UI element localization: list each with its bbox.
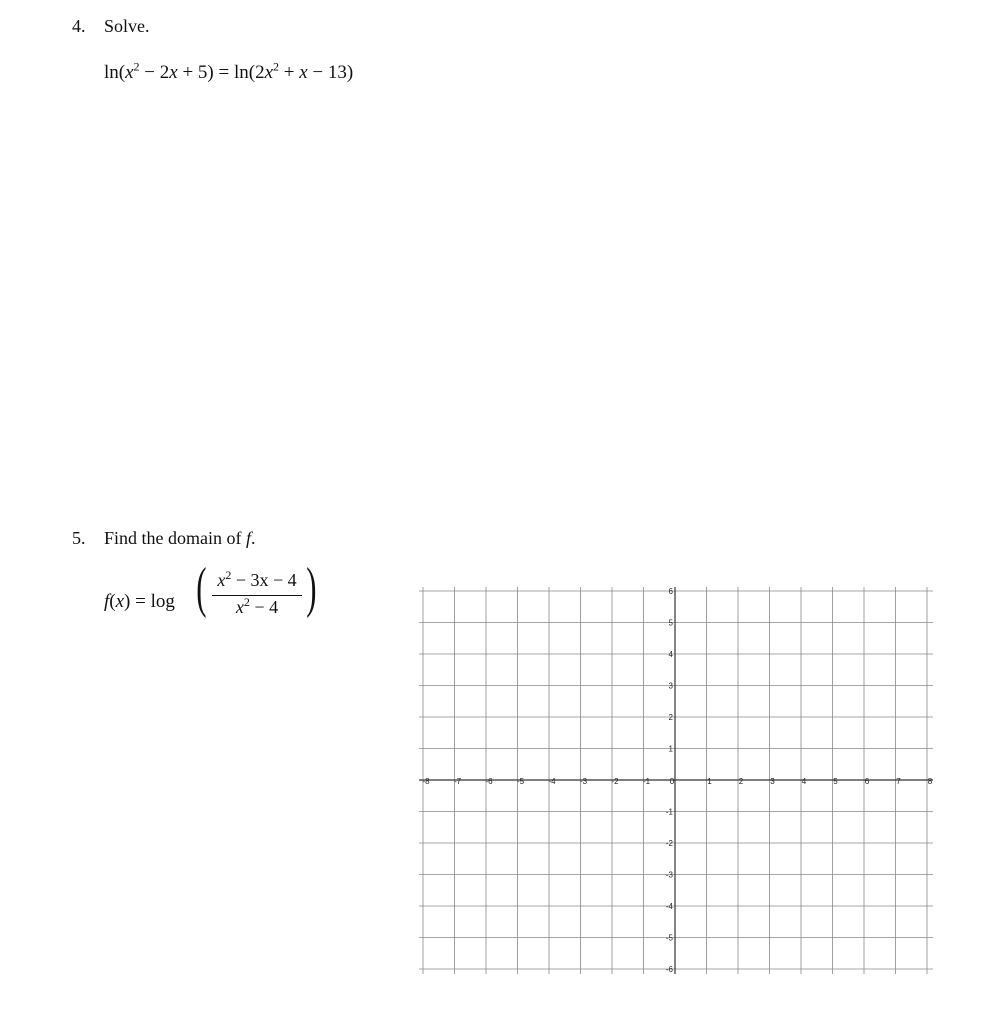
den-rest: − 4	[249, 597, 279, 617]
y-tick-label: -1	[665, 807, 673, 817]
y-tick-label: 3	[668, 681, 673, 691]
y-tick-label: 2	[668, 713, 673, 722]
x-tick-label: -2	[611, 777, 619, 786]
q4-eq-part: ln(	[104, 62, 126, 83]
x-tick-label: -5	[516, 777, 525, 786]
q5-fx-part: (	[109, 591, 116, 612]
q4-eq-var: x	[169, 62, 178, 83]
x-tick-label: 4	[801, 777, 807, 786]
num-rest: − 3x − 4	[231, 570, 297, 590]
q5-fx-x: x	[115, 591, 125, 612]
x-tick-label: 8	[927, 777, 933, 786]
den-var: x	[235, 597, 244, 617]
x-tick-label: 2	[738, 777, 744, 786]
y-tick-label: 5	[668, 618, 673, 628]
num-exp: 2	[225, 568, 232, 582]
x-tick-label: 1	[707, 777, 712, 786]
x-tick-label: -7	[453, 777, 462, 786]
q4-eq-part: + 5) = ln(2	[177, 62, 265, 83]
x-tick-label: 6	[864, 777, 870, 786]
q4-eq-exp: 2	[133, 59, 140, 74]
x-tick-label: 3	[770, 777, 775, 786]
q5-function-lhs	[104, 591, 175, 613]
q5-fx-f: f	[104, 591, 110, 612]
q4-eq-part: − 2	[139, 62, 170, 83]
q4-eq-part: − 13)	[307, 62, 354, 83]
q4-eq-var: x	[264, 62, 274, 83]
q5-prompt-text: Find the domain of	[104, 528, 246, 548]
x-tick-label: 5	[833, 777, 838, 786]
q5-prompt-end: .	[251, 528, 256, 548]
coordinate-grid[interactable]	[418, 578, 940, 974]
x-tick-label: -8	[422, 777, 430, 786]
fraction	[210, 570, 304, 620]
y-tick-label: -3	[665, 870, 673, 880]
fraction-denominator	[210, 597, 304, 618]
q5-prompt	[104, 528, 256, 549]
x-tick-label: 0	[669, 777, 675, 786]
y-tick-label: -2	[665, 839, 673, 848]
q4-number: 4.	[72, 16, 86, 36]
q5-log-argument	[194, 557, 334, 630]
q4-eq-exp: 2	[273, 59, 280, 74]
y-tick-label: -6	[665, 965, 673, 974]
y-tick-label: 4	[668, 650, 673, 659]
fraction-bar	[212, 595, 302, 596]
q4-eq-part: +	[279, 62, 300, 83]
fraction-numerator	[210, 570, 304, 591]
den-exp: 2	[243, 595, 250, 609]
q4-eq-var: x	[299, 62, 308, 83]
num-var: x	[217, 570, 226, 590]
left-paren: (	[196, 557, 207, 619]
x-tick-label: -3	[579, 777, 588, 786]
q4-eq-var: x	[125, 62, 134, 83]
x-tick-label: 7	[896, 777, 901, 786]
x-tick-label: -1	[642, 777, 651, 786]
q4-prompt: Solve.	[104, 16, 150, 36]
x-tick-label: -6	[485, 777, 493, 786]
y-tick-label: -5	[665, 933, 673, 943]
x-tick-label: -4	[548, 777, 556, 786]
q5-number: 5.	[72, 528, 86, 548]
y-tick-label: 6	[668, 587, 673, 596]
y-tick-label: -4	[665, 902, 673, 911]
y-tick-label: 1	[668, 744, 673, 754]
q5-prompt-var: f	[246, 528, 252, 548]
q5-fx-eq: ) = log	[124, 591, 175, 612]
q4-equation	[104, 59, 354, 84]
right-paren: )	[306, 557, 317, 619]
